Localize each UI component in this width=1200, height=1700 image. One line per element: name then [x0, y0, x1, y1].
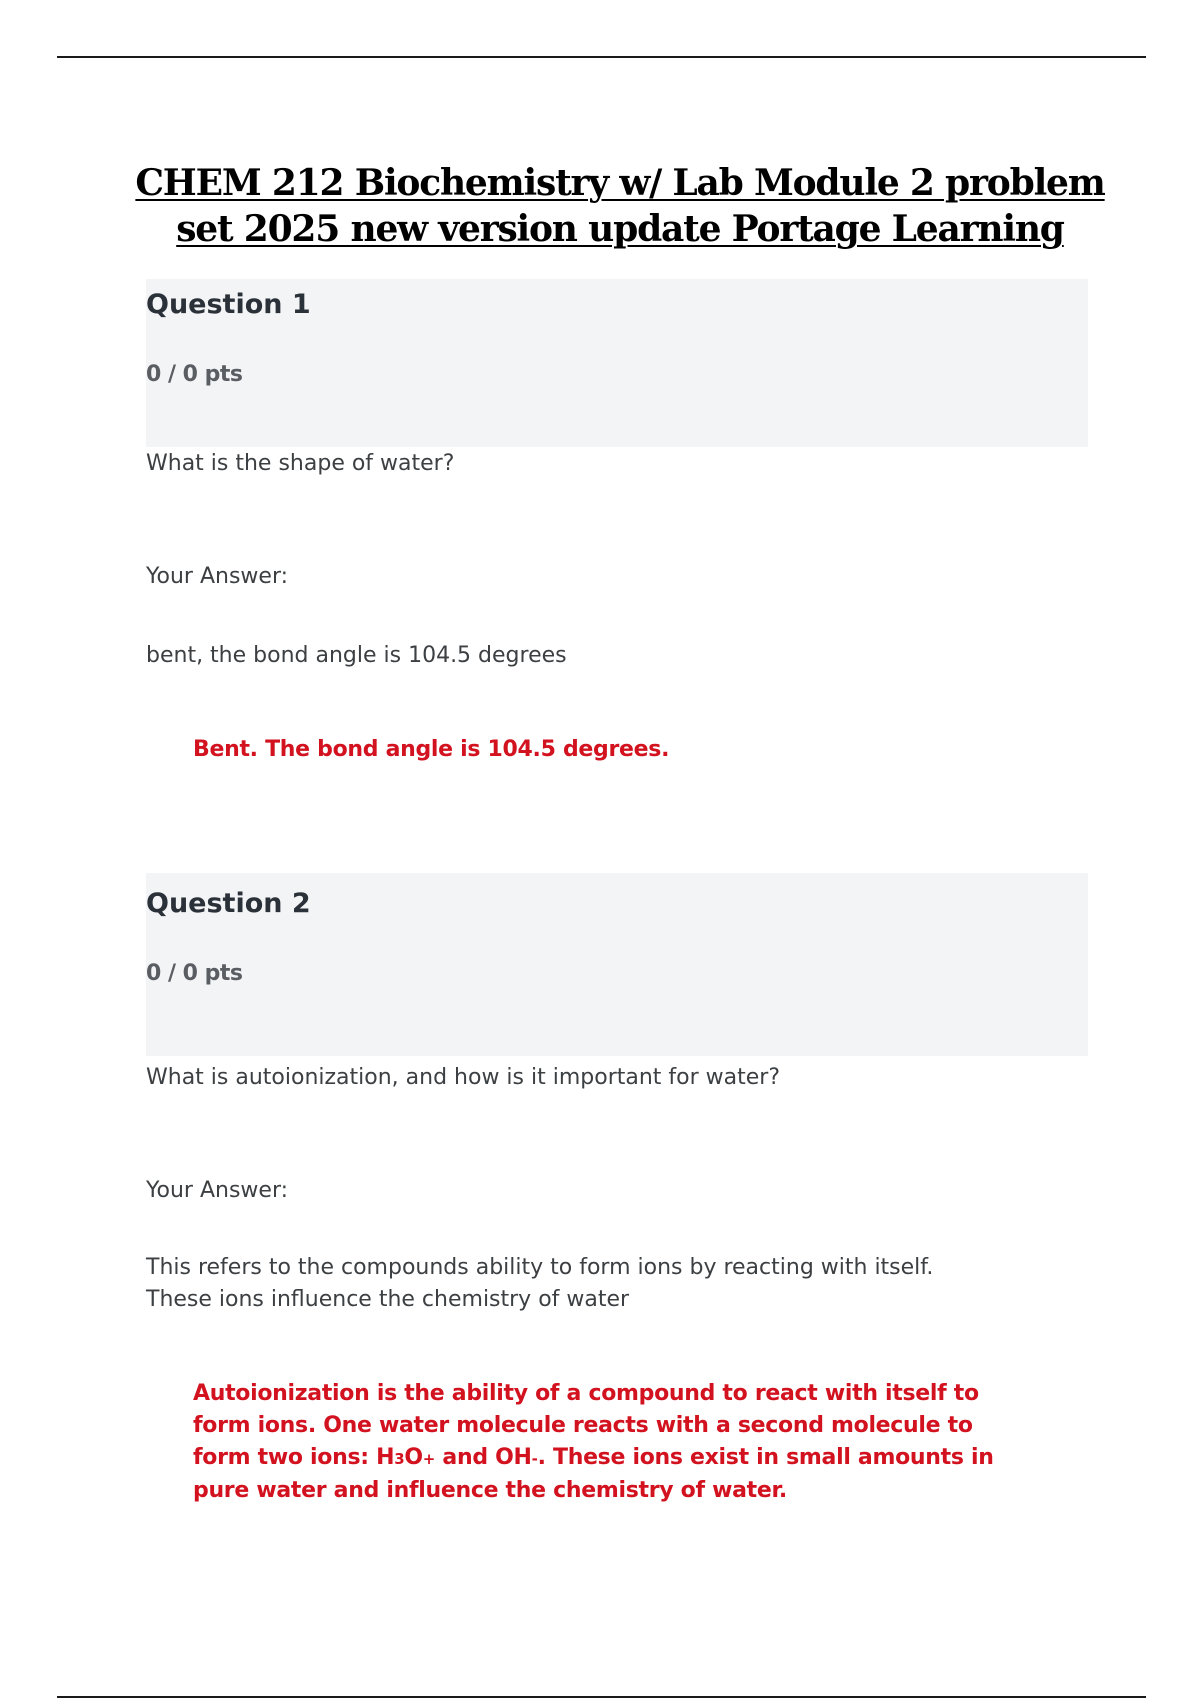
your-answer-text: bent, the bond angle is 104.5 degrees	[146, 643, 567, 668]
correct-answer-line-1: Autoionization is the ability of a compound to react with itself to	[193, 1381, 979, 1406]
text-fragment: and OH	[435, 1445, 532, 1470]
bottom-rule	[57, 1696, 1146, 1698]
question-prompt: What is the shape of water?	[146, 451, 455, 476]
your-answer-label: Your Answer:	[146, 1178, 289, 1203]
correct-answer-line-4: pure water and influence the chemistry of water.	[193, 1478, 787, 1503]
text-fragment: form two ions: H	[193, 1445, 395, 1470]
correct-answer-line-2: form ions. One water molecule reacts with a second molecule to	[193, 1413, 973, 1438]
correct-answer-text	[193, 1378, 994, 1507]
question-header	[146, 279, 1088, 447]
question-title: Question 2	[146, 888, 311, 919]
superscript: +	[422, 1450, 436, 1468]
question-title: Question 1	[146, 289, 311, 320]
your-answer-text	[146, 1252, 933, 1316]
correct-answer-line-3	[193, 1442, 994, 1475]
correct-answer-text: Bent. The bond angle is 104.5 degrees.	[193, 737, 670, 762]
question-prompt: What is autoionization, and how is it important for water?	[146, 1065, 781, 1090]
top-rule	[57, 56, 1146, 58]
title-line-2: set 2025 new version update Portage Learning	[176, 208, 1064, 250]
title-line-1: CHEM 212 Biochemistry w/ Lab Module 2 problem	[135, 162, 1105, 204]
superscript: -	[531, 1450, 538, 1468]
your-answer-line-2: These ions influence the chemistry of water	[146, 1287, 630, 1312]
text-fragment: O	[404, 1445, 423, 1470]
subscript: 3	[394, 1450, 405, 1468]
question-points: 0 / 0 pts	[146, 362, 243, 387]
your-answer-line-1: This refers to the compounds ability to form ions by reacting with itself.	[146, 1255, 934, 1280]
text-fragment: . These ions exist in small amounts in	[537, 1445, 994, 1470]
question-points: 0 / 0 pts	[146, 961, 243, 986]
question-header	[146, 873, 1088, 1056]
your-answer-label: Your Answer:	[146, 564, 289, 589]
document-title	[100, 160, 1140, 252]
